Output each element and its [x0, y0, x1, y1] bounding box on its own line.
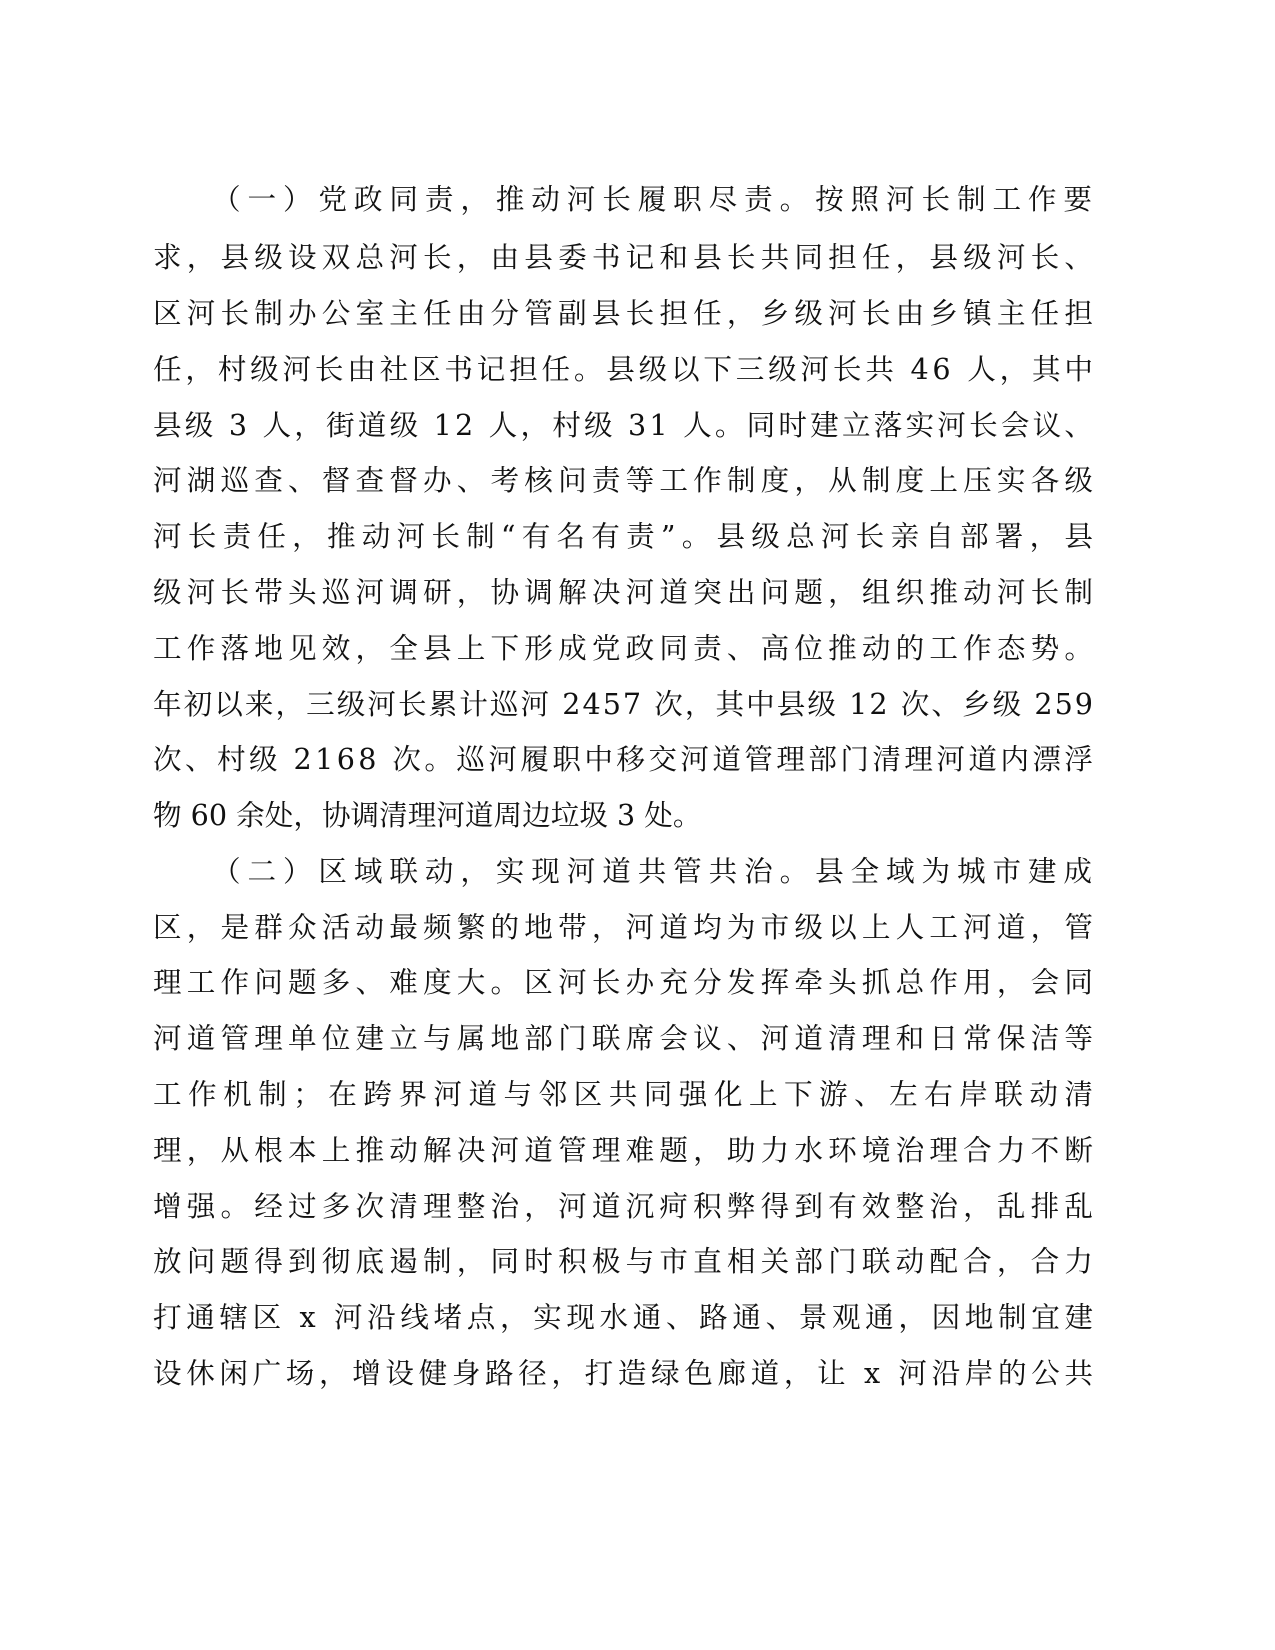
- paragraph-1-line-2: 求，县级设双总河长，由县委书记和县长共同担任，县级河长、: [153, 240, 1099, 274]
- paragraph-1-line-1: （一）党政同责，推动河长履职尽责。按照河长制工作要: [212, 182, 1099, 216]
- paragraph-2-line-10: 设休闲广场，增设健身路径，打造绿色廊道，让 x 河沿岸的公共: [153, 1356, 1098, 1390]
- paragraph-2-line-4: 河道管理单位建立与属地部门联席会议、河道清理和日常保洁等: [153, 1021, 1099, 1055]
- paragraph-1-line-9: 工作落地见效，全县上下形成党政同责、高位推动的工作态势。: [153, 631, 1099, 665]
- paragraph-1-line-4: 任，村级河长由社区书记担任。县级以下三级河长共 46 人，其中: [153, 352, 1097, 386]
- paragraph-1-line-11: 次、村级 2168 次。巡河履职中移交河道管理部门清理河道内漂浮: [153, 742, 1097, 776]
- paragraph-1-line-8: 级河长带头巡河调研，协调解决河道突出问题，组织推动河长制: [153, 575, 1099, 609]
- paragraph-1-line-3: 区河长制办公室主任由分管副县长担任，乡级河长由乡镇主任担: [153, 296, 1099, 330]
- paragraph-1-line-6: 河湖巡查、督查督办、考核问责等工作制度，从制度上压实各级: [153, 463, 1099, 497]
- paragraph-2-line-6: 理，从根本上推动解决河道管理难题，助力水环境治理合力不断: [153, 1133, 1099, 1167]
- paragraph-2-line-9: 打通辖区 x 河沿线堵点，实现水通、路通、景观通，因地制宜建: [153, 1300, 1098, 1334]
- paragraph-2-line-5: 工作机制；在跨界河道与邻区共同强化上下游、左右岸联动清: [153, 1077, 1100, 1111]
- paragraph-1-line-5: 县级 3 人，街道级 12 人，村级 31 人。同时建立落实河长会议、: [153, 408, 1097, 442]
- paragraph-2-line-3: 理工作问题多、难度大。区河长办充分发挥牵头抓总作用，会同: [153, 965, 1099, 999]
- paragraph-2-line-8: 放问题得到彻底遏制，同时积极与市直相关部门联动配合，合力: [153, 1244, 1099, 1278]
- paragraph-2-line-1: （二）区域联动，实现河道共管共治。县全域为城市建成: [212, 854, 1099, 888]
- paragraph-1-line-7: 河长责任，推动河长制“有名有责”。县级总河长亲自部署，县: [153, 519, 1100, 553]
- paragraph-2-line-7: 增强。经过多次清理整治，河道沉疴积弊得到有效整治，乱排乱: [153, 1189, 1099, 1223]
- paragraph-2-line-2: 区，是群众活动最频繁的地带，河道均为市级以上人工河道，管: [153, 910, 1099, 944]
- paragraph-1-line-10: 年初以来，三级河长累计巡河 2457 次，其中县级 12 次、乡级 259: [153, 687, 1096, 721]
- paragraph-1-line-12: 物 60 余处，协调清理河道周边垃圾 3 处。: [153, 798, 702, 832]
